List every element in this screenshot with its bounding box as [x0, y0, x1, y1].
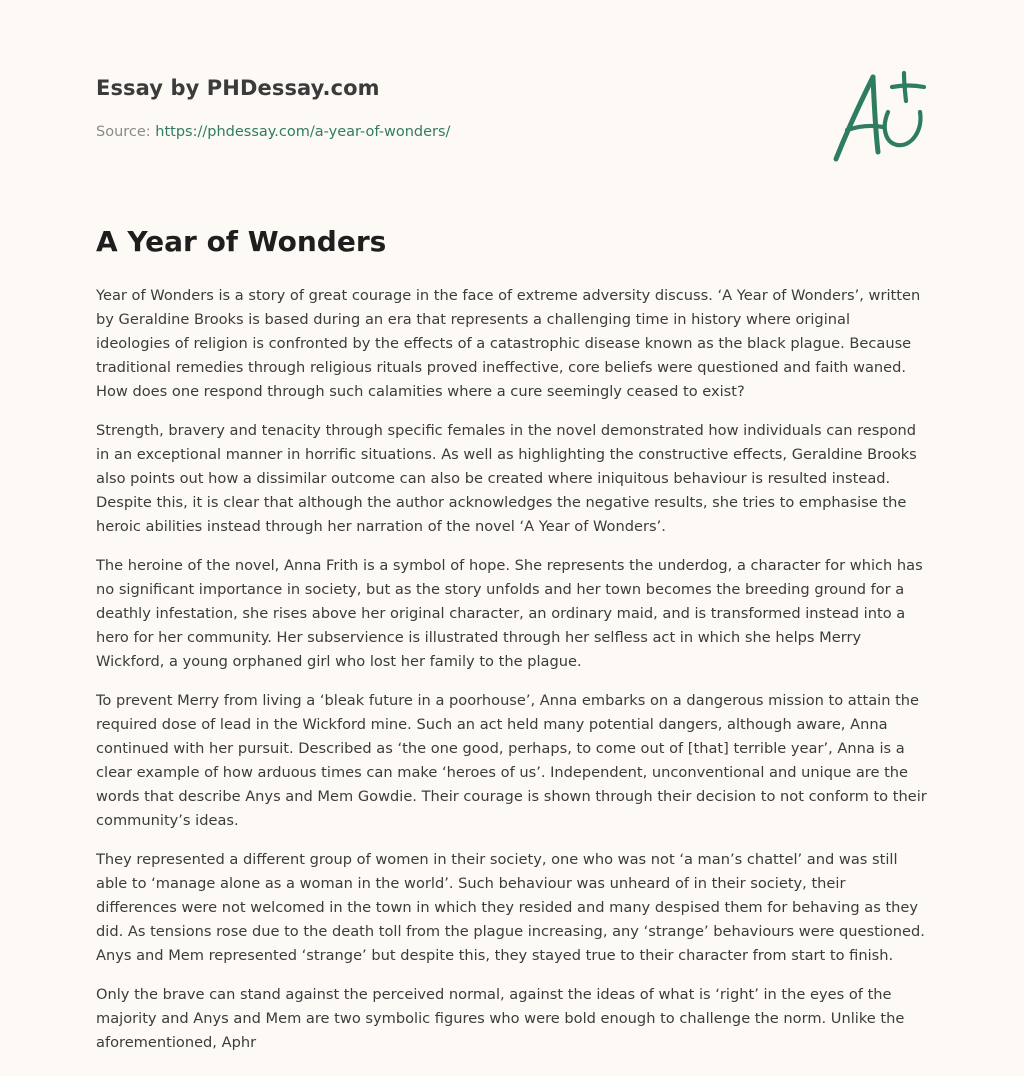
- essay-title: A Year of Wonders: [96, 225, 387, 258]
- a-plus-logo-icon: [828, 68, 928, 164]
- site-title: Essay by PHDessay.com: [96, 76, 380, 100]
- essay-page: [96, 0, 928, 1076]
- essay-paragraph-4: To prevent Merry from living a ‘bleak future in a poorhouse’, Anna embarks on a dangerous mission to attain the required dose of lead in the Wickford mine. Such an act held many potential dangers, although aware, Anna continued with her pursuit. Described as ‘the one good, perhaps, to come out of [that] terrible year’, Anna is a clear example of how arduous times can make ‘heroes of us’. Independent, unconventional and unique are the words that describe Anys and Mem Gowdie. Their courage is shown through their decision to not conform to their community’s ideas.: [96, 692, 927, 829]
- essay-paragraph-5: They represented a different group of women in their society, one who was not ‘a man’s chattel’ and was still able to ‘manage alone as a woman in the world’. Such behaviour was unheard of in their society, their differences were not welcomed in the town in which they resided and many despised them for behaving as they did. As tensions rose due to the death toll from the plague increasing, any ‘strange’ behaviours were questioned. Anys and Mem represented ‘strange’ but despite this, they stayed true to their character from start to finish.: [96, 851, 925, 964]
- essay-paragraph-2: Strength, bravery and tenacity through specific females in the novel demonstrated how individuals can respond in an exceptional manner in horrific situations. As well as highlighting the constructive effects, Geraldine Brooks also points out how a dissimilar outcome can also be created where iniquitous behaviour is resulted instead. Despite this, it is clear that although the author acknowledges the negative results, she tries to emphasise the heroic abilities instead through her narration of the novel ‘A Year of Wonders’.: [96, 422, 917, 535]
- source-label: Source:: [96, 124, 151, 140]
- essay-paragraph-6: Only the brave can stand against the perceived normal, against the ideas of what is ‘right’ in the eyes of the majority and Anys and Mem are two symbolic figures who were bold enough to challenge the norm. Unlike the aforementioned, Aphr: [96, 986, 905, 1051]
- source-link[interactable]: https://phdessay.com/a-year-of-wonders/: [155, 124, 451, 140]
- source-line: [96, 124, 450, 140]
- essay-body: [96, 284, 928, 1070]
- essay-paragraph-3: The heroine of the novel, Anna Frith is a symbol of hope. She represents the underdog, a character for which has no significant importance in society, but as the story unfolds and her town becomes the breeding ground for a deathly infestation, she rises above her original character, an ordinary maid, and is transformed instead into a hero for her community. Her subservience is illustrated through her selfless act in which she helps Merry Wickford, a young orphaned girl who lost her family to the plague.: [96, 557, 923, 670]
- essay-paragraph-1: Year of Wonders is a story of great courage in the face of extreme adversity discuss. ‘A Year of Wonders’, written by Geraldine Brooks is based during an era that represents a challenging time in history where original ideologies of religion is confronted by the effects of a catastrophic disease known as the black plague. Because traditional remedies through religious rituals proved ineffective, core beliefs were questioned and faith waned. How does one respond through such calamities where a cure seemingly ceased to exist?: [96, 287, 921, 400]
